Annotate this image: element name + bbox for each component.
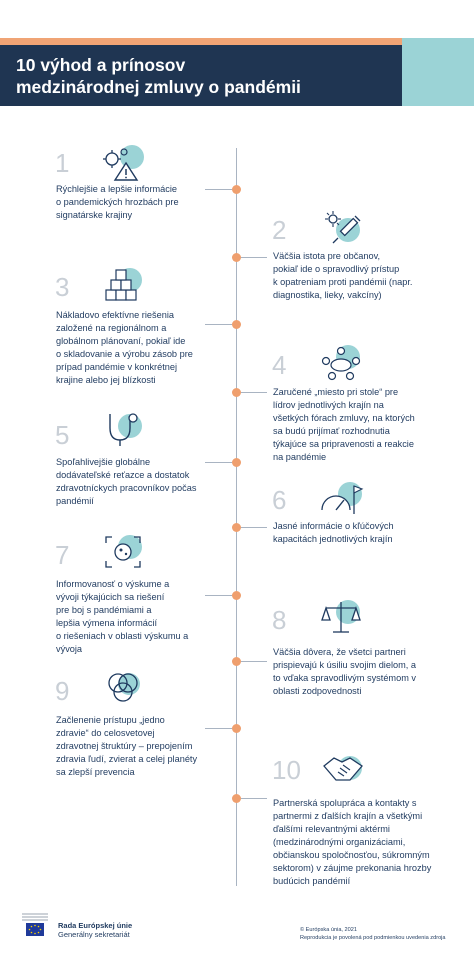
footer-org-sub: Generálny sekretariát [58, 930, 130, 939]
eu-council-logo [18, 908, 52, 940]
timeline-dot-3 [232, 320, 241, 329]
timeline-dot-6 [232, 523, 241, 532]
header-accent-bar [0, 38, 402, 45]
one-health-icon [100, 668, 146, 708]
syringe-virus-icon [320, 208, 366, 248]
timeline-connector-10 [241, 798, 267, 799]
item-9-text: Začlenenie prístupu „jedno zdravie“ do celosvetovej zdravotnej štruktúry – prepojením zdravia ľudí, zvierat a celej planéty sa zlepší prevencia [56, 715, 198, 777]
page-title [16, 54, 301, 98]
item-2-text: Väčšia istota pre občanov, pokiaľ ide o spravodlivý prístup k opatreniam proti pandémii (napr. diagnostika, lieky, vakcíny) [273, 251, 413, 300]
timeline-dot-4 [232, 388, 241, 397]
header [0, 38, 474, 106]
gauge-flag-icon [318, 480, 364, 520]
item-9-number: 9 [55, 676, 70, 706]
item-6-number: 6 [272, 485, 287, 515]
item-8-number: 8 [272, 605, 287, 635]
timeline-connector-4 [241, 392, 267, 393]
item-1-number: 1 [55, 148, 70, 178]
meeting-table-icon [318, 343, 364, 383]
footer-organization [58, 921, 132, 939]
virus-warning-icon [100, 143, 146, 183]
balance-scale-icon [318, 598, 364, 638]
timeline-connector-8 [241, 661, 267, 662]
item-5-number: 5 [55, 420, 70, 450]
item-10-number: 10 [272, 755, 301, 785]
item-4-number: 4 [272, 350, 287, 380]
title-line-1: 10 výhod a prínosov [16, 55, 186, 75]
item-3-number: 3 [55, 272, 70, 302]
timeline-dot-9 [232, 724, 241, 733]
reproduction-text: Reprodukcia je povolená pod podmienkou uvedenia zdroja [300, 935, 446, 941]
item-5-text: Spoľahlivejšie globálne dodávateľské reťazce a dostatok zdravotníckych pracovníkov počas pandémií [56, 457, 197, 506]
item-8-text: Väčšia dôvera, že všetci partneri prispievajú k úsiliu svojim dielom, a to vďaka spravodlivým systémom v oblasti zodpovednosti [273, 647, 416, 696]
timeline-dot-10 [232, 794, 241, 803]
header-teal-block [402, 38, 474, 106]
research-virus-icon [100, 533, 146, 573]
item-2-number: 2 [272, 215, 287, 245]
item-6-text: Jasné informácie o kľúčových kapacitách jednotlivých krajín [273, 521, 394, 544]
title-banner [0, 45, 402, 106]
title-line-2: medzinárodnej zmluvy o pandémii [16, 77, 301, 97]
timeline-dot-5 [232, 458, 241, 467]
boxes-stock-icon [100, 266, 146, 306]
item-10-text: Partnerská spolupráca a kontakty s partnermi z ďalších krajín a všetkými ďalšími relevantnými aktérmi (medzinárodnými organizáciami, občianskou spoločnosťou, súkromným sektorom) v záujme prekonania hrozby budúcich pandémií [273, 798, 432, 886]
timeline-dot-7 [232, 591, 241, 600]
timeline-dot-8 [232, 657, 241, 666]
copyright-text: © Európska únia, 2021 [300, 927, 357, 933]
handshake-icon [320, 750, 366, 790]
item-7-text: Informovanosť o výskume a vývoji týkajúcich sa riešení pre boj s pandémiami a lepšia výmena informácií o riešeniach v oblasti výskumu a vývoja [56, 579, 189, 654]
timeline-connector-2 [241, 257, 267, 258]
item-7-number: 7 [55, 540, 70, 570]
timeline-dot-2 [232, 253, 241, 262]
stethoscope-icon [100, 410, 146, 450]
item-1-text: Rýchlejšie a lepšie informácie o pandemických hrozbách pre signatárske krajiny [56, 184, 179, 220]
footer-org-name: Rada Európskej únie [58, 921, 133, 930]
item-4-text: Zaručené „miesto pri stole“ pre lídrov jednotlivých krajín na všetkých fórach zmluvy, na ktorých sa budú prijímať rozhodnutia týkajúce sa pripravenosti a reakcie na pandémie [273, 387, 415, 462]
timeline-connector-6 [241, 527, 267, 528]
item-3-text: Nákladovo efektívne riešenia založené na regionálnom a globálnom plánovaní, pokiaľ ide o skladovanie a výrobu zásob pre prípad pandémie v konkrétnej krajine alebo jej blízkosti [56, 310, 193, 385]
timeline-dot-1 [232, 185, 241, 194]
footer-copyright [300, 926, 446, 942]
